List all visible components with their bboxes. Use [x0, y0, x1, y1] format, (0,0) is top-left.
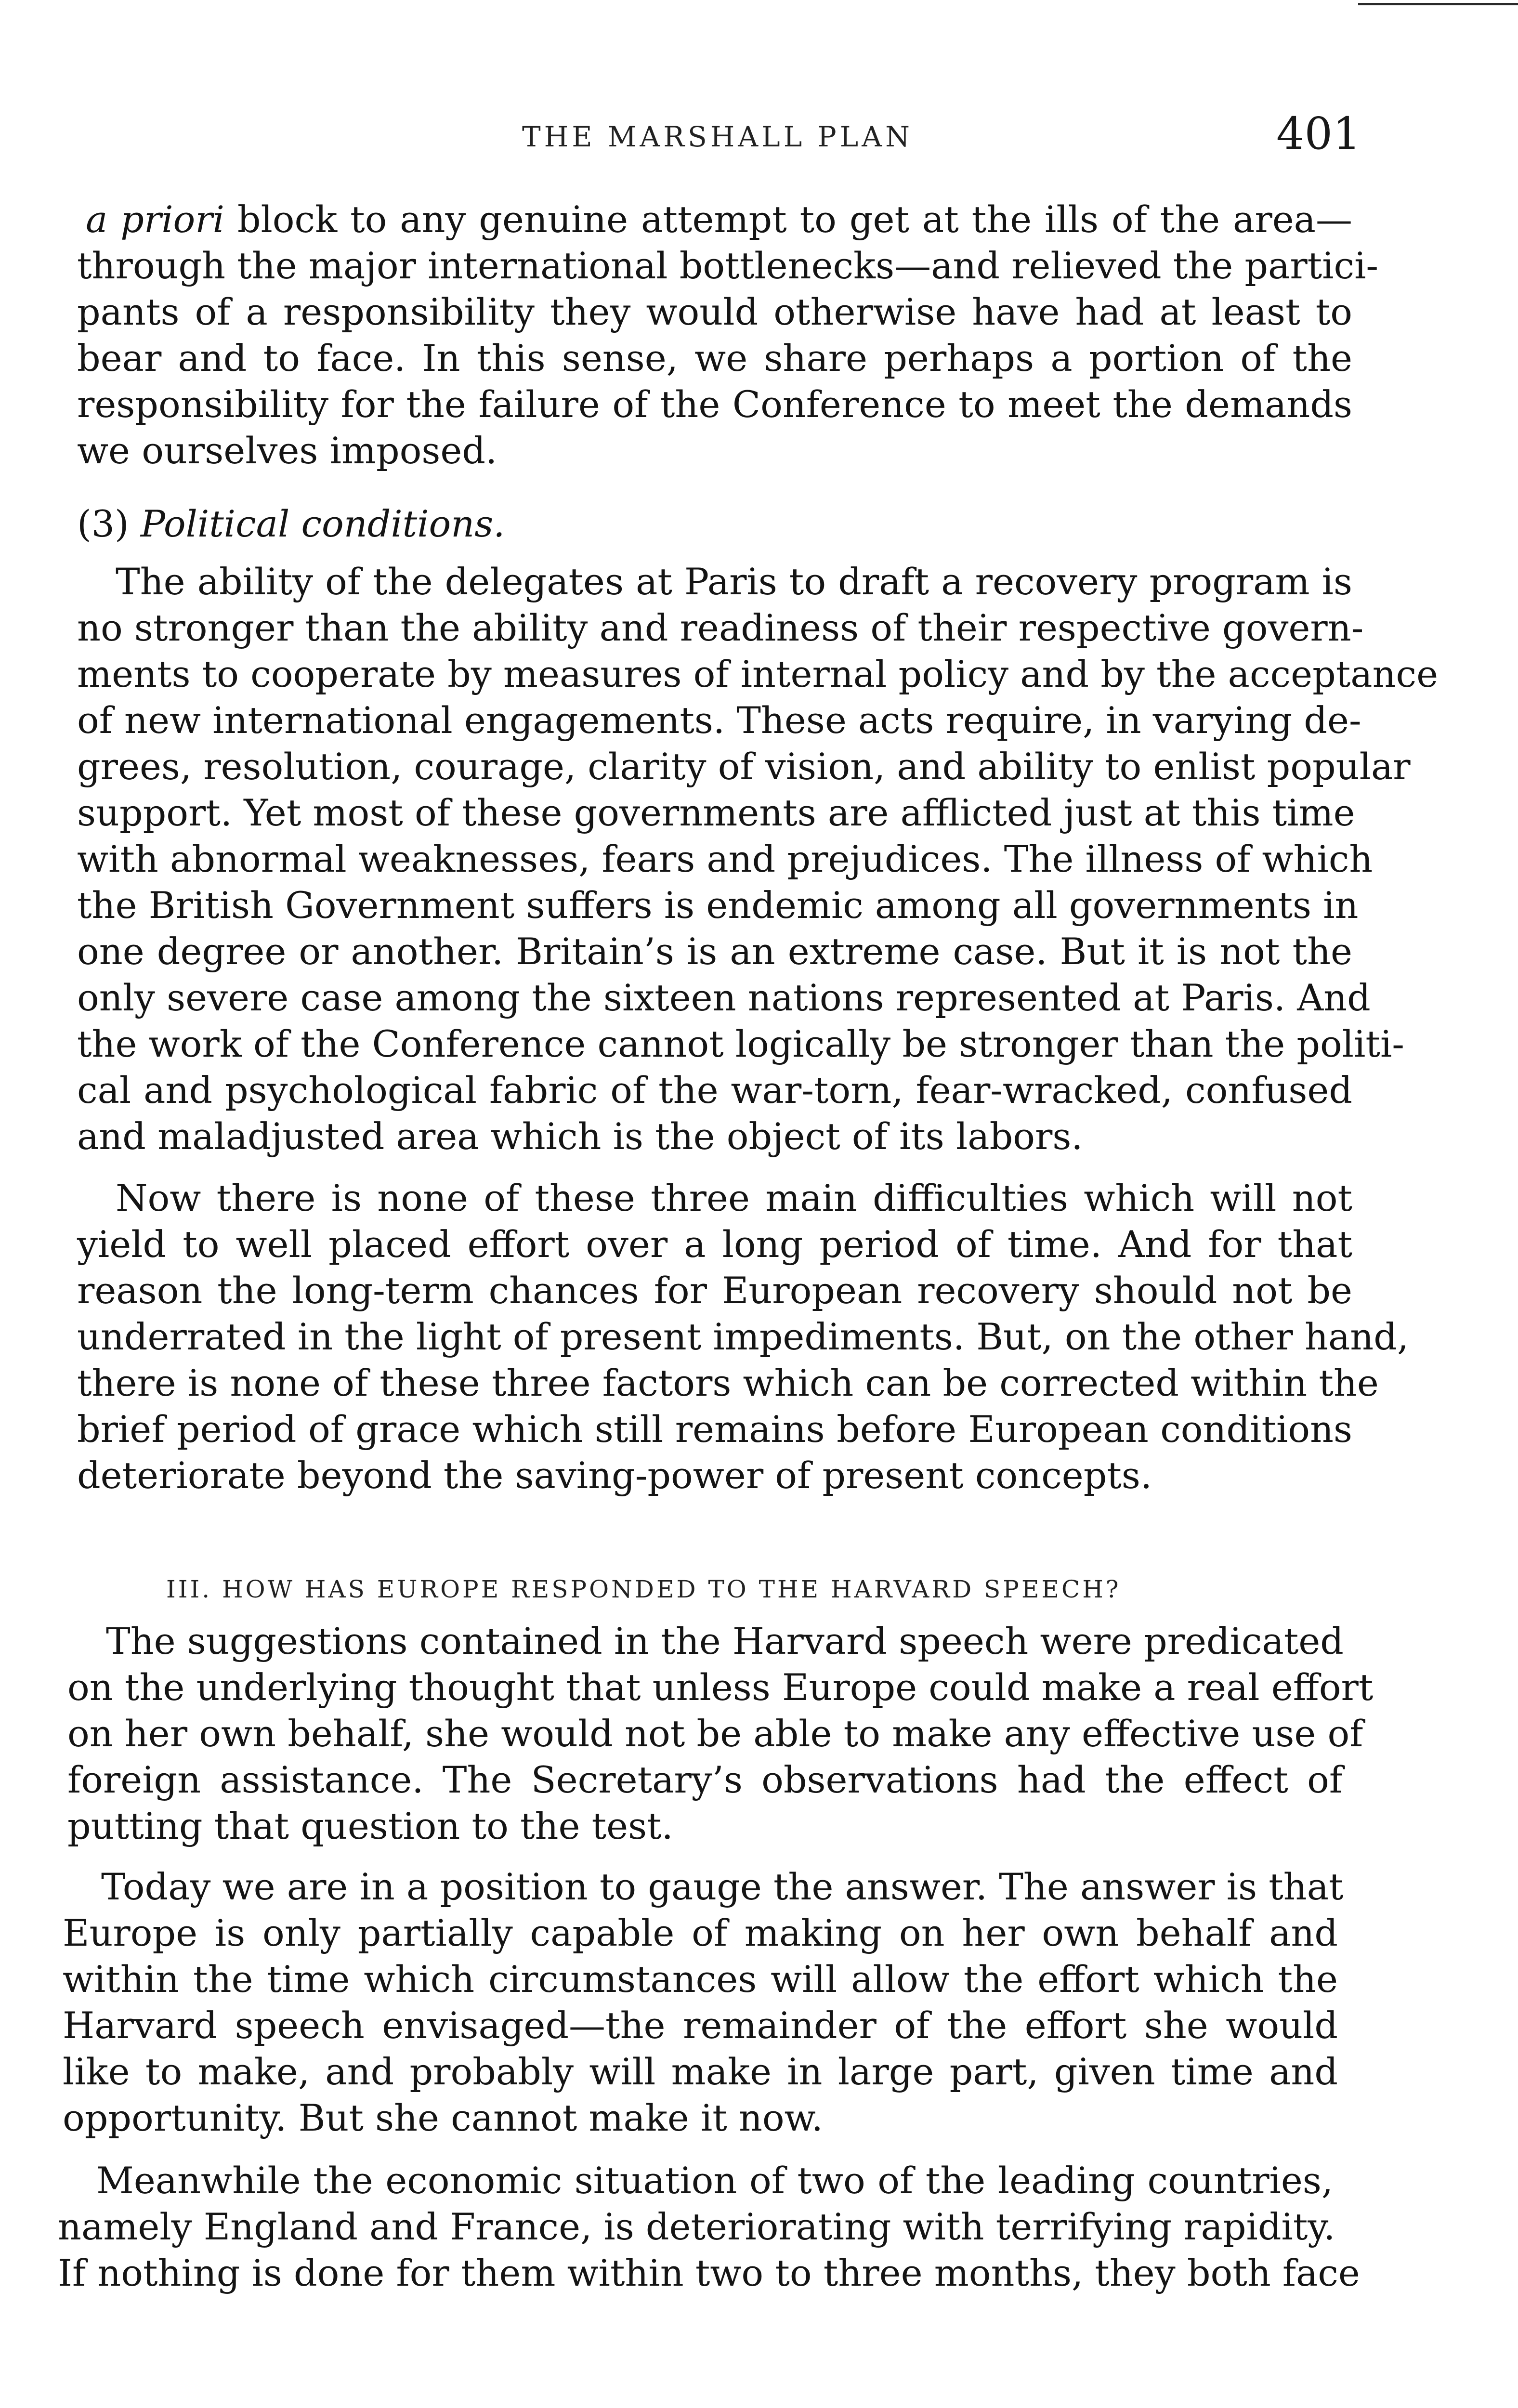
text-line: Europe is only partially capable of making on her own behalf and [63, 1911, 1338, 1954]
text-line: we ourselves imposed. [77, 429, 497, 472]
text-line: deteriorate beyond the saving-power of present concepts. [77, 1454, 1152, 1497]
text-line: of new international engagements. These acts require, in varying de- [77, 699, 1361, 742]
text-line: one degree or another. Britain’s is an extreme case. But it is not the [77, 930, 1352, 973]
text-line: Now there is none of these three main difficulties which will not [116, 1177, 1352, 1219]
text-line: within the time which circumstances will allow the effort which the [63, 1958, 1338, 2001]
text-line: underrated in the light of present impediments. But, on the other hand, [77, 1315, 1409, 1358]
text-line: ments to cooperate by measures of internal policy and by the acceptance [77, 653, 1439, 695]
text-line: there is none of these three factors which can be corrected within the [77, 1361, 1379, 1404]
subsection-number: (3) [77, 502, 129, 545]
text-line: no stronger than the ability and readiness of their respective govern- [77, 606, 1364, 649]
text-line: bear and to face. In this sense, we share perhaps a portion of the [77, 337, 1352, 380]
text-line: opportunity. But she cannot make it now. [63, 2096, 823, 2139]
text-line: Meanwhile the economic situation of two of the leading countries, [96, 2159, 1333, 2202]
text-line: namely England and France, is deteriorating with terrifying rapidity. [58, 2205, 1335, 2248]
top-edge-rule [1358, 3, 1518, 5]
text-line: cal and psychological fabric of the war-torn, fear-wracked, confused [77, 1069, 1352, 1112]
text-line: grees, resolution, courage, clarity of vision, and ability to enlist popular [77, 745, 1411, 788]
text-line: and maladjusted area which is the object of its labors. [77, 1115, 1083, 1158]
text-line: brief period of grace which still remains before European conditions [77, 1408, 1352, 1451]
text-line: on the underlying thought that unless Europe could make a real effort [67, 1666, 1374, 1709]
text-line: like to make, and probably will make in large part, given time and [63, 2050, 1338, 2093]
text-line: support. Yet most of these governments are afflicted just at this time [77, 791, 1355, 834]
text-line: foreign assistance. The Secretary’s observations had the effect of [67, 1758, 1343, 1801]
text-line: reason the long-term chances for European recovery should not be [77, 1269, 1352, 1312]
text-line: through the major international bottlenecks—and relieved the partici- [77, 244, 1379, 287]
page-number: 401 [1276, 108, 1361, 159]
section-heading: III. HOW HAS EUROPE RESPONDED TO THE HARVARD SPEECH? [166, 1575, 1121, 1603]
text-line: the British Government suffers is endemic among all governments in [77, 884, 1359, 927]
subsection-title: Political conditions. [140, 502, 505, 545]
text-line [86, 196, 1352, 243]
text-line-content: block to any genuine attempt to get at the ills of the area— [237, 198, 1352, 241]
subsection-heading [77, 501, 505, 547]
text-line: If nothing is done for them within two to three months, they both face [58, 2251, 1360, 2294]
text-line: yield to well placed effort over a long period of time. And for that [77, 1223, 1352, 1266]
text-line: Today we are in a position to gauge the answer. The answer is that [101, 1865, 1344, 1908]
text-line: with abnormal weaknesses, fears and prejudices. The illness of which [77, 838, 1373, 880]
text-line: responsibility for the failure of the Conference to meet the demands [77, 383, 1352, 426]
text-line: putting that question to the test. [67, 1805, 673, 1847]
text-line: only severe case among the sixteen nations represented at Paris. And [77, 976, 1371, 1019]
text-line: pants of a responsibility they would otherwise have had at least to [77, 290, 1352, 333]
text-line: on her own behalf, she would not be able to make any effective use of [67, 1712, 1363, 1755]
text-line: The ability of the delegates at Paris to draft a recovery program is [116, 560, 1352, 603]
text-line: the work of the Conference cannot logically be stronger than the politi- [77, 1022, 1404, 1065]
italic-phrase: a priori [86, 198, 224, 241]
running-head: THE MARSHALL PLAN [522, 120, 913, 153]
text-line: The suggestions contained in the Harvard speech were predicated [106, 1620, 1344, 1662]
text-line: Harvard speech envisaged—the remainder of the effort she would [63, 2004, 1338, 2047]
